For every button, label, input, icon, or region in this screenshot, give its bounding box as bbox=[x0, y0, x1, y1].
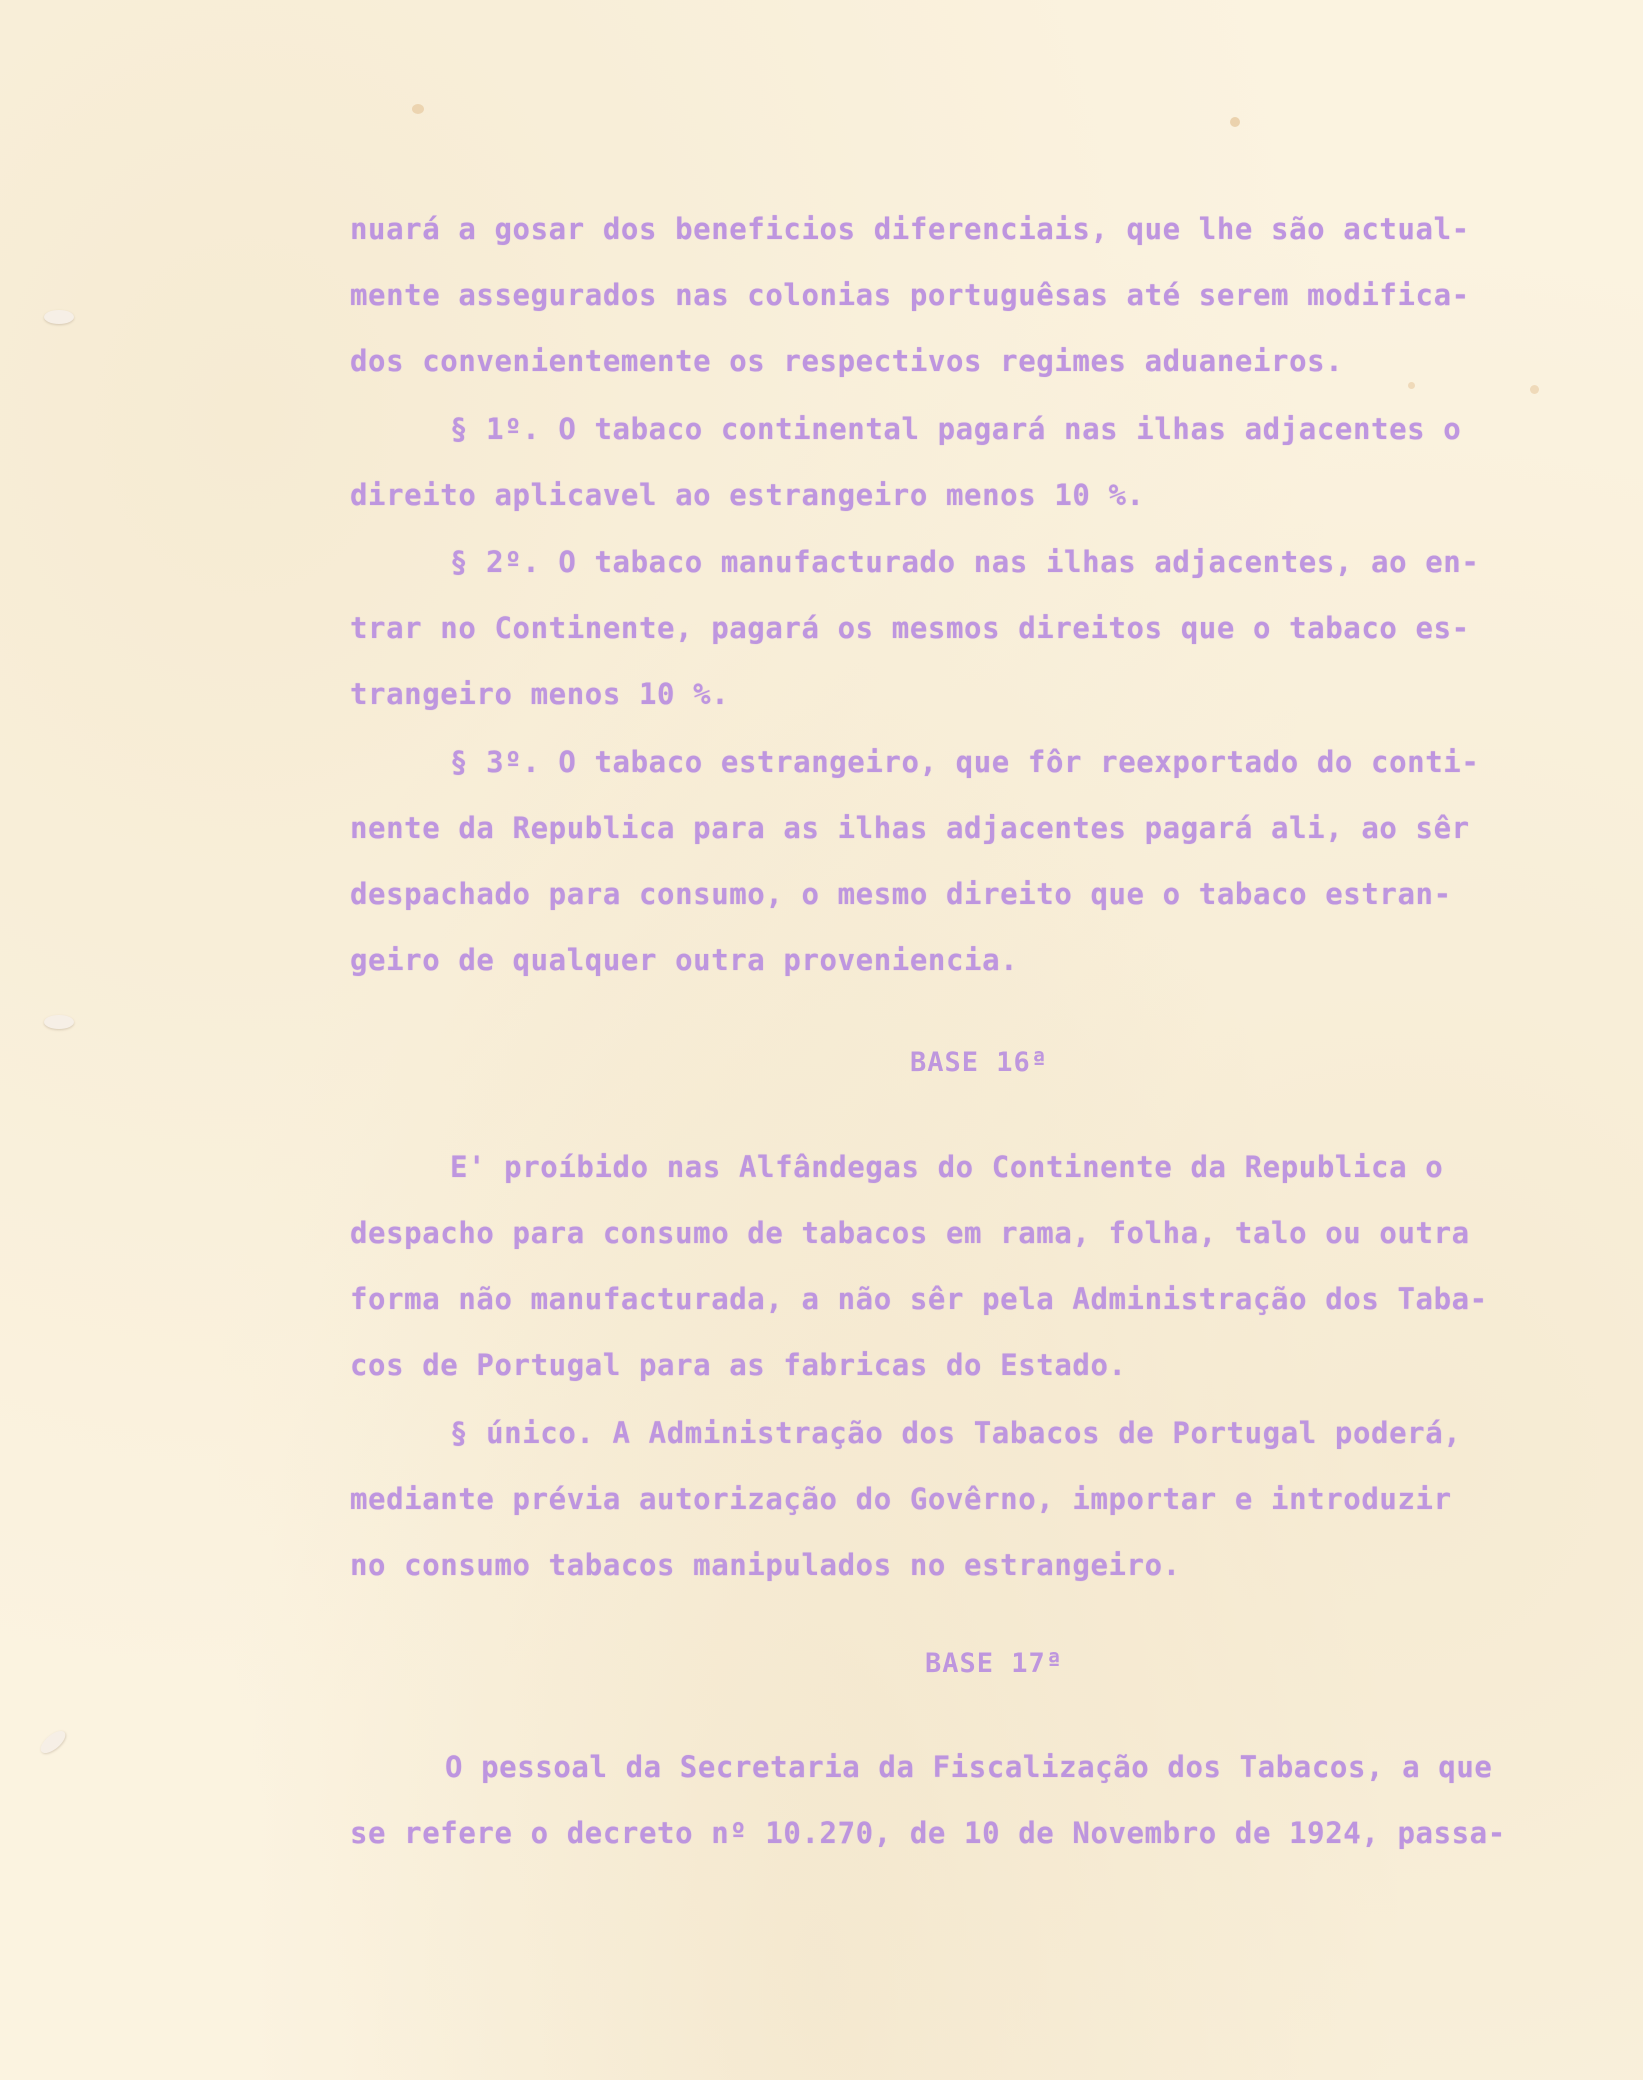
text-line: despachado para consumo, o mesmo direito que o tabaco estran- bbox=[350, 877, 1452, 911]
text-line: § 3º. O tabaco estrangeiro, que fôr reexportado do conti- bbox=[450, 745, 1480, 779]
section-heading: BASE 17ª bbox=[925, 1648, 1064, 1679]
text-line: geiro de qualquer outra proveniencia. bbox=[350, 943, 1019, 977]
text-line: cos de Portugal para as fabricas do Estado. bbox=[350, 1348, 1127, 1382]
punch-hole-bottom bbox=[37, 1727, 69, 1757]
text-line: se refere o decreto nº 10.270, de 10 de Novembro de 1924, passa- bbox=[350, 1816, 1506, 1850]
text-line: despacho para consumo de tabacos em rama, folha, talo ou outra bbox=[350, 1216, 1470, 1250]
paper-stain bbox=[1408, 382, 1415, 389]
paper-stain bbox=[1230, 117, 1240, 127]
text-line: mediante prévia autorização do Govêrno, importar e introduzir bbox=[350, 1482, 1452, 1516]
section-heading: BASE 16ª bbox=[910, 1047, 1049, 1078]
text-line: nente da Republica para as ilhas adjacentes pagará ali, ao sêr bbox=[350, 811, 1470, 845]
text-line: O pessoal da Secretaria da Fiscalização dos Tabacos, a que bbox=[445, 1750, 1493, 1784]
text-line: direito aplicavel ao estrangeiro menos 10 %. bbox=[350, 478, 1145, 512]
text-line: § 2º. O tabaco manufacturado nas ilhas adjacentes, ao en- bbox=[450, 545, 1480, 579]
text-line: no consumo tabacos manipulados no estrangeiro. bbox=[350, 1548, 1181, 1582]
text-line: trangeiro menos 10 %. bbox=[350, 677, 730, 711]
paper-stain bbox=[1530, 385, 1539, 394]
punch-hole-top bbox=[44, 310, 74, 324]
text-line: trar no Continente, pagará os mesmos direitos que o tabaco es- bbox=[350, 611, 1470, 645]
text-line: § 1º. O tabaco continental pagará nas ilhas adjacentes o bbox=[450, 412, 1462, 446]
text-line: § único. A Administração dos Tabacos de Portugal poderá, bbox=[450, 1416, 1462, 1450]
text-line: mente assegurados nas colonias portuguêsas até serem modifica- bbox=[350, 278, 1470, 312]
punch-hole-middle bbox=[44, 1015, 74, 1029]
text-line: E' proíbido nas Alfândegas do Continente da Republica o bbox=[450, 1150, 1444, 1184]
text-line: forma não manufacturada, a não sêr pela Administração dos Taba- bbox=[350, 1282, 1488, 1316]
paper-stain bbox=[412, 104, 424, 114]
text-line: dos convenientemente os respectivos regimes aduaneiros. bbox=[350, 344, 1344, 378]
text-line: nuará a gosar dos beneficios diferenciais, que lhe são actual- bbox=[350, 212, 1470, 246]
